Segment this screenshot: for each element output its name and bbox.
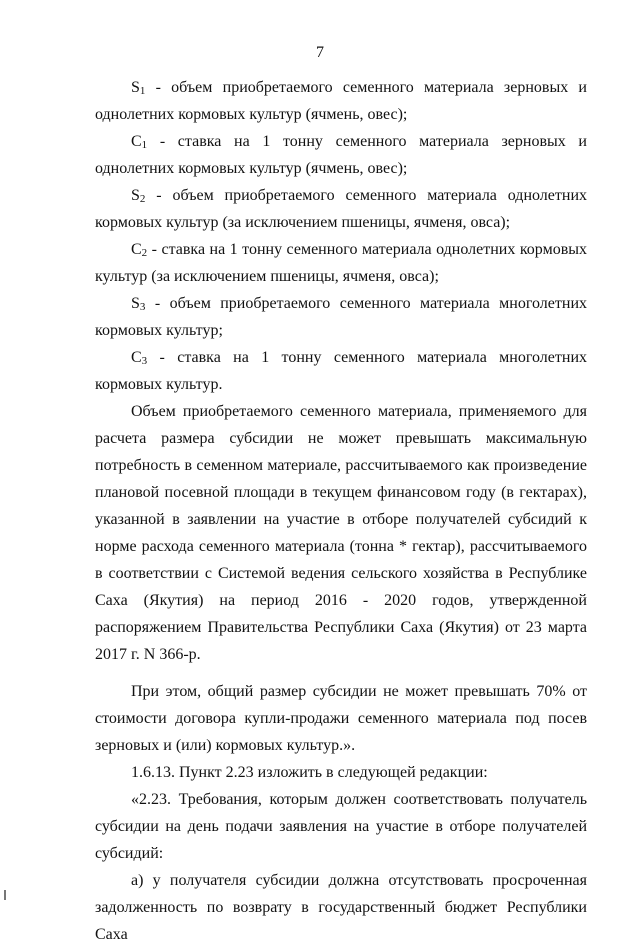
requirement-a-paragraph: а) у получателя субсидии должна отсутствовать просроченная задолженность по возврату в государственный бюджет Республики Саха	[95, 872, 587, 943]
definition-text: - ставка на 1 тонну семенного материала многолетних кормовых культур.	[95, 349, 587, 393]
volume-limit-paragraph: Объем приобретаемого семенного материала, применяемого для расчета размера субсидии не может превышать максимальную потребность в семенном материале, рассчитываемого как произведение плановой посевной площади в текущем финансовом году (в гектарах), указанной в заявлении на участие в отборе получателей субсидий к норме расхода семенного материала (тонна * гектар), рассчитываемого в соответствии с Системой ведения сельского хозяйства в Республике Саха (Якутия) на период 2016 - 2020 годов, утвержденной распоряжением Правительства Республики Саха (Якутия) от 23 марта 2017 г. N 366-р.	[95, 403, 587, 663]
page-number: 7	[316, 44, 324, 61]
subsidy-limit-paragraph: При этом, общий размер субсидии не может превышать 70% от стоимости договора купли-продажи семенного материала под посев зерновых и (или) кормовых культур.».	[95, 683, 587, 754]
variable-name: C	[131, 241, 142, 258]
document-body	[95, 74, 587, 948]
definition-text: - объем приобретаемого семенного материала многолетних кормовых культур;	[95, 295, 587, 339]
variable-subscript: 1	[139, 85, 146, 97]
definition-c1	[95, 128, 587, 182]
variable-name: C	[131, 349, 142, 366]
variable-subscript: 1	[141, 139, 148, 151]
definition-s1	[95, 74, 587, 128]
definition-c3	[95, 344, 587, 398]
requirements-paragraph: «2.23. Требования, которым должен соответствовать получатель субсидии на день подачи заявления на участие в отборе получателей субсидий:	[95, 791, 587, 862]
variable-name: S	[131, 295, 140, 312]
variable-subscript: 2	[141, 247, 148, 259]
amendment-paragraph: 1.6.13. Пункт 2.23 изложить в следующей редакции:	[131, 764, 488, 781]
variable-subscript: 3	[141, 355, 148, 367]
definition-text: - ставка на 1 тонну семенного материала зерновых и однолетних кормовых культур (ячмень, овес);	[95, 133, 587, 177]
scan-edge-mark	[4, 890, 6, 900]
definition-s3	[95, 290, 587, 344]
definition-text: - объем приобретаемого семенного материала зерновых и однолетних кормовых культур (ячмень, овес);	[95, 79, 587, 123]
definition-text: - ставка на 1 тонну семенного материала однолетних кормовых культур (за исключением пшеницы, ячменя, овса);	[95, 241, 587, 285]
variable-name: S	[131, 79, 140, 96]
variable-name: C	[131, 133, 142, 150]
variable-subscript: 2	[139, 193, 146, 205]
variable-subscript: 3	[139, 301, 146, 313]
definition-s2	[95, 182, 587, 236]
variable-name: S	[131, 187, 140, 204]
definition-c2	[95, 236, 587, 290]
definition-text: - объем приобретаемого семенного материала однолетних кормовых культур (за исключением пшеницы, ячменя, овса);	[95, 187, 587, 231]
